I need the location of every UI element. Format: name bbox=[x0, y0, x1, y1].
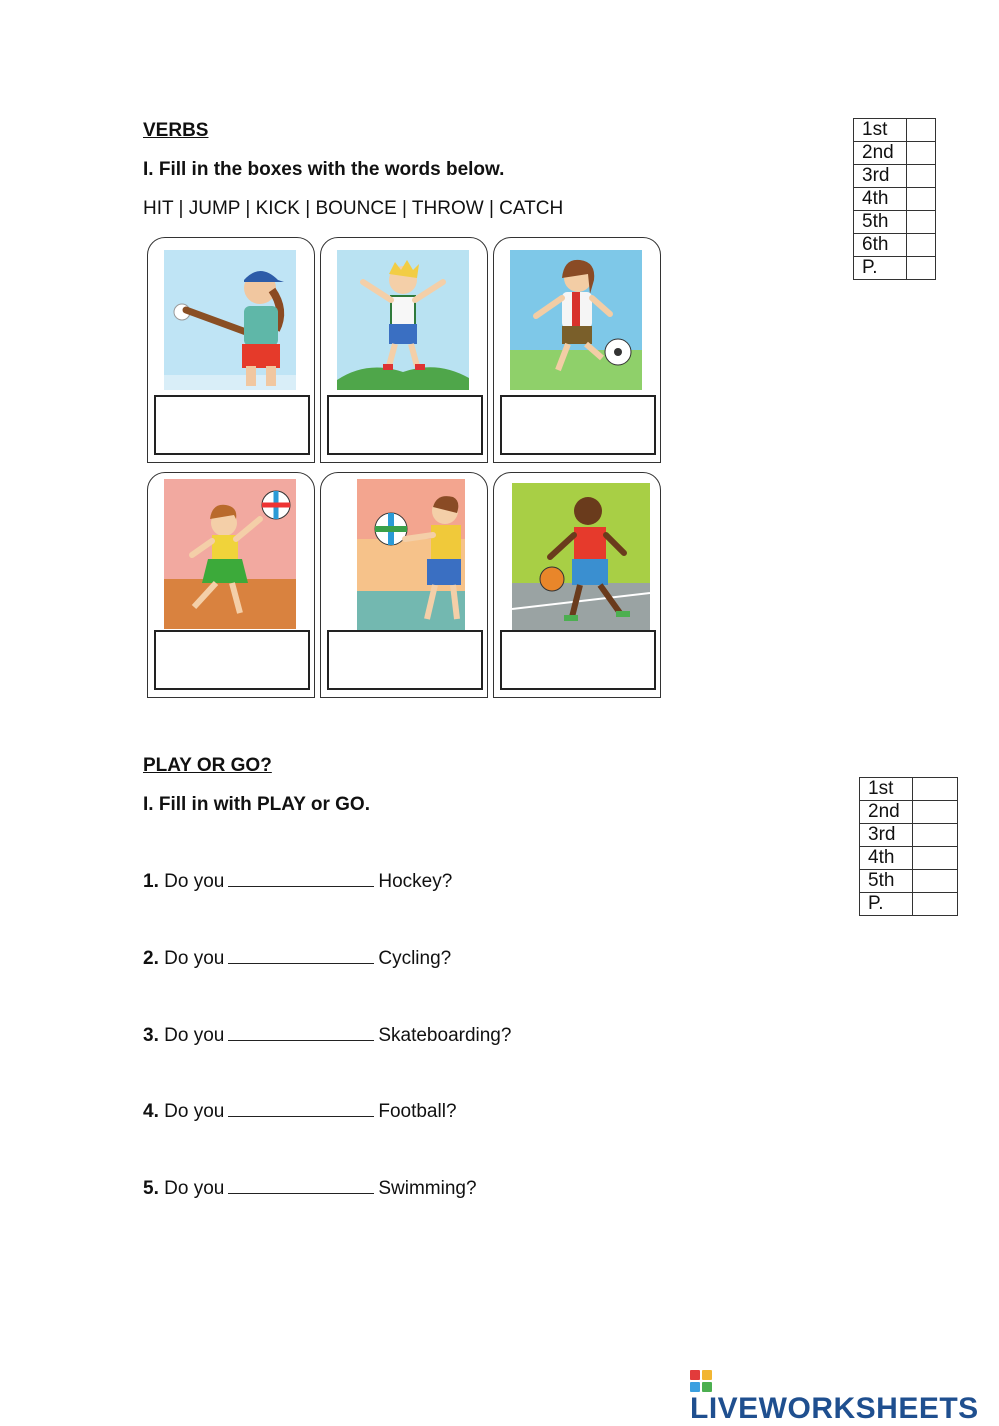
question-number: 1. bbox=[143, 871, 159, 892]
picture-card-2 bbox=[320, 237, 488, 463]
score-cell bbox=[907, 257, 936, 280]
verbs-instruction: I. Fill in the boxes with the words below. bbox=[143, 159, 505, 180]
picture-card-5 bbox=[320, 472, 488, 698]
score-label: 1st bbox=[854, 119, 907, 142]
question-5 bbox=[143, 1178, 477, 1200]
score-label: P. bbox=[860, 893, 913, 916]
question-prefix: Do you bbox=[164, 871, 225, 892]
answer-box-2[interactable] bbox=[327, 395, 483, 455]
score-cell bbox=[907, 142, 936, 165]
question-2 bbox=[143, 948, 451, 970]
score-cell bbox=[907, 165, 936, 188]
question-1 bbox=[143, 871, 452, 893]
question-number: 2. bbox=[143, 948, 159, 969]
score-cell bbox=[907, 234, 936, 257]
question-prefix: Do you bbox=[164, 1101, 225, 1122]
answer-box-5[interactable] bbox=[327, 630, 483, 690]
question-suffix: Cycling? bbox=[378, 948, 452, 969]
boy-bouncing-basketball-icon bbox=[512, 483, 650, 635]
verbs-score-table bbox=[853, 118, 936, 280]
score-cell bbox=[907, 188, 936, 211]
question-suffix: Swimming? bbox=[378, 1178, 477, 1199]
question-number: 5. bbox=[143, 1178, 159, 1199]
score-cell bbox=[913, 893, 958, 916]
picture-card-1 bbox=[147, 237, 315, 463]
score-label: 2nd bbox=[854, 142, 907, 165]
logo-blocks-icon bbox=[690, 1370, 712, 1392]
score-label: 5th bbox=[854, 211, 907, 234]
question-suffix: Football? bbox=[378, 1101, 457, 1122]
score-label: 4th bbox=[854, 188, 907, 211]
score-cell bbox=[907, 211, 936, 234]
score-label: 2nd bbox=[860, 801, 913, 824]
answer-blank-5[interactable] bbox=[228, 1179, 374, 1194]
answer-blank-4[interactable] bbox=[228, 1102, 374, 1117]
liveworksheets-logo bbox=[690, 1370, 999, 1426]
girl-kicking-soccer-ball-icon bbox=[510, 250, 642, 390]
picture-card-6 bbox=[493, 472, 661, 698]
answer-blank-2[interactable] bbox=[228, 949, 374, 964]
answer-blank-1[interactable] bbox=[228, 872, 374, 887]
answer-box-6[interactable] bbox=[500, 630, 656, 690]
boy-jumping-icon bbox=[337, 250, 469, 390]
question-4 bbox=[143, 1101, 457, 1123]
question-suffix: Skateboarding? bbox=[378, 1025, 512, 1046]
girl-hitting-baseball-icon bbox=[164, 250, 296, 390]
girl-throwing-beach-ball-icon bbox=[164, 479, 296, 629]
score-label: 3rd bbox=[860, 824, 913, 847]
question-number: 4. bbox=[143, 1101, 159, 1122]
score-label: P. bbox=[854, 257, 907, 280]
question-suffix: Hockey? bbox=[378, 871, 453, 892]
score-label: 5th bbox=[860, 870, 913, 893]
question-prefix: Do you bbox=[164, 1178, 225, 1199]
question-number: 3. bbox=[143, 1025, 159, 1046]
score-cell bbox=[913, 824, 958, 847]
boy-catching-beach-ball-icon bbox=[357, 479, 465, 637]
score-cell bbox=[913, 778, 958, 801]
play-or-go-score-table bbox=[859, 777, 958, 916]
answer-box-4[interactable] bbox=[154, 630, 310, 690]
play-or-go-instruction: I. Fill in with PLAY or GO. bbox=[143, 794, 370, 815]
score-cell bbox=[913, 847, 958, 870]
play-or-go-heading: PLAY OR GO? bbox=[143, 755, 272, 776]
score-label: 4th bbox=[860, 847, 913, 870]
answer-box-1[interactable] bbox=[154, 395, 310, 455]
score-label: 3rd bbox=[854, 165, 907, 188]
verbs-heading: VERBS bbox=[143, 120, 209, 141]
question-prefix: Do you bbox=[164, 948, 225, 969]
score-label: 1st bbox=[860, 778, 913, 801]
score-cell bbox=[913, 870, 958, 893]
score-label: 6th bbox=[854, 234, 907, 257]
question-3 bbox=[143, 1025, 511, 1047]
question-prefix: Do you bbox=[164, 1025, 225, 1046]
answer-blank-3[interactable] bbox=[228, 1026, 374, 1041]
answer-box-3[interactable] bbox=[500, 395, 656, 455]
picture-card-3 bbox=[493, 237, 661, 463]
logo-text: LIVEWORKSHEETS bbox=[690, 1392, 979, 1425]
score-cell bbox=[907, 119, 936, 142]
word-list: HIT | JUMP | KICK | BOUNCE | THROW | CATCH bbox=[143, 198, 564, 219]
score-cell bbox=[913, 801, 958, 824]
picture-card-4 bbox=[147, 472, 315, 698]
